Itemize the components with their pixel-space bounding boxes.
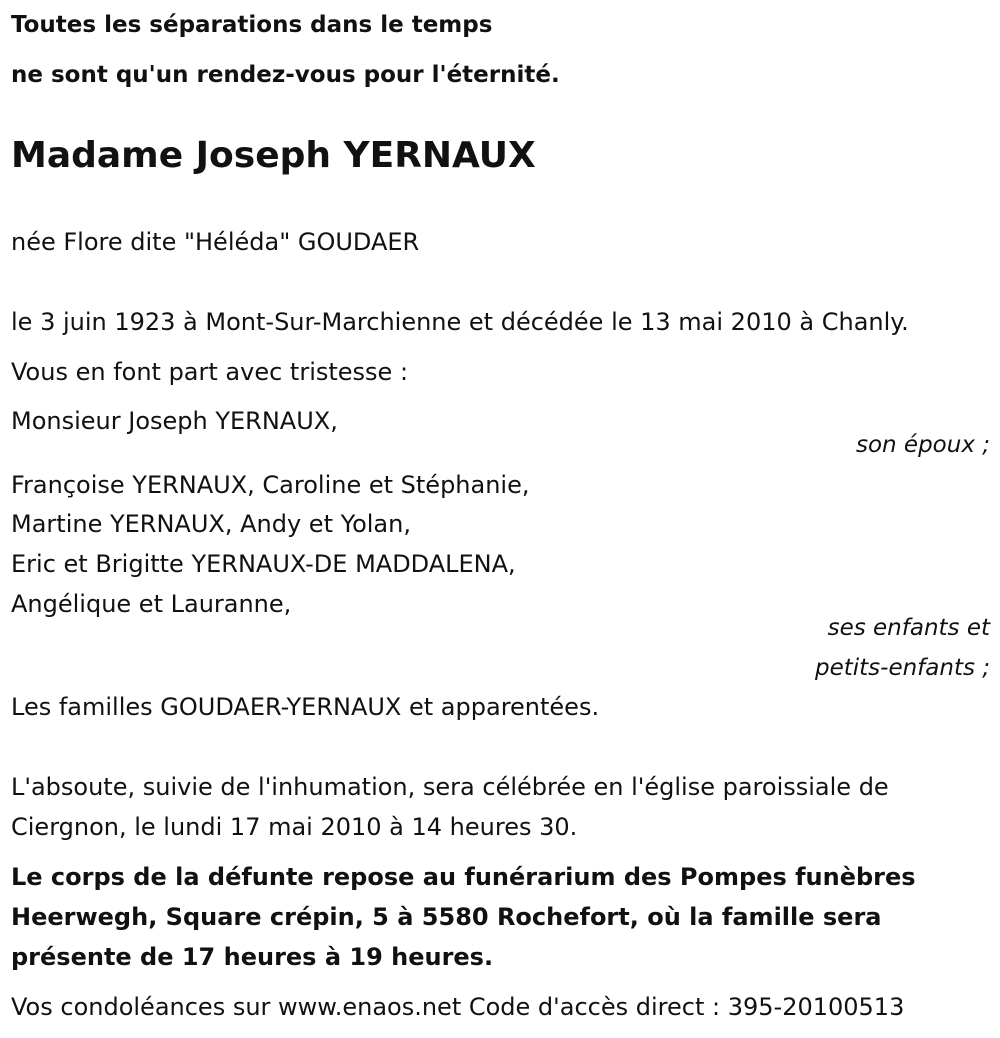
ceremony-line-1: L'absoute, suivie de l'inhumation, sera célébrée en l'église paroissiale de xyxy=(11,773,889,801)
deceased-name: Madame Joseph YERNAUX xyxy=(11,135,536,176)
funerarium-line-1: Le corps de la défunte repose au funérarium des Pompes funèbres xyxy=(11,863,916,891)
children-relation-line-1: ses enfants et xyxy=(827,615,990,641)
children-line-1: Françoise YERNAUX, Caroline et Stéphanie, xyxy=(11,471,530,499)
condolences: Vos condoléances sur www.enaos.net Code d'accès direct : 395-20100513 xyxy=(11,993,905,1021)
life-dates: le 3 juin 1923 à Mont-Sur-Marchienne et décédée le 13 mai 2010 à Chanly. xyxy=(11,308,909,336)
ceremony-line-2: Ciergnon, le lundi 17 mai 2010 à 14 heures 30. xyxy=(11,813,578,841)
children-line-3: Eric et Brigitte YERNAUX-DE MADDALENA, xyxy=(11,550,516,578)
spouse-relation: son époux ; xyxy=(855,432,990,458)
spouse-name: Monsieur Joseph YERNAUX, xyxy=(11,407,338,435)
families: Les familles GOUDAER-YERNAUX et apparentées. xyxy=(11,693,600,721)
announcement: Vous en font part avec tristesse : xyxy=(11,358,409,386)
children-relation-line-2: petits-enfants ; xyxy=(814,655,990,681)
children-line-4: Angélique et Lauranne, xyxy=(11,590,292,618)
quote-line-1: Toutes les séparations dans le temps xyxy=(11,12,493,38)
quote-line-2: ne sont qu'un rendez-vous pour l'éternité. xyxy=(11,62,560,88)
birth-name: née Flore dite "Héléda" GOUDAER xyxy=(11,228,420,256)
funerarium-line-3: présente de 17 heures à 19 heures. xyxy=(11,943,494,971)
children-line-2: Martine YERNAUX, Andy et Yolan, xyxy=(11,510,411,538)
funerarium-line-2: Heerwegh, Square crépin, 5 à 5580 Rochefort, où la famille sera xyxy=(11,903,882,931)
